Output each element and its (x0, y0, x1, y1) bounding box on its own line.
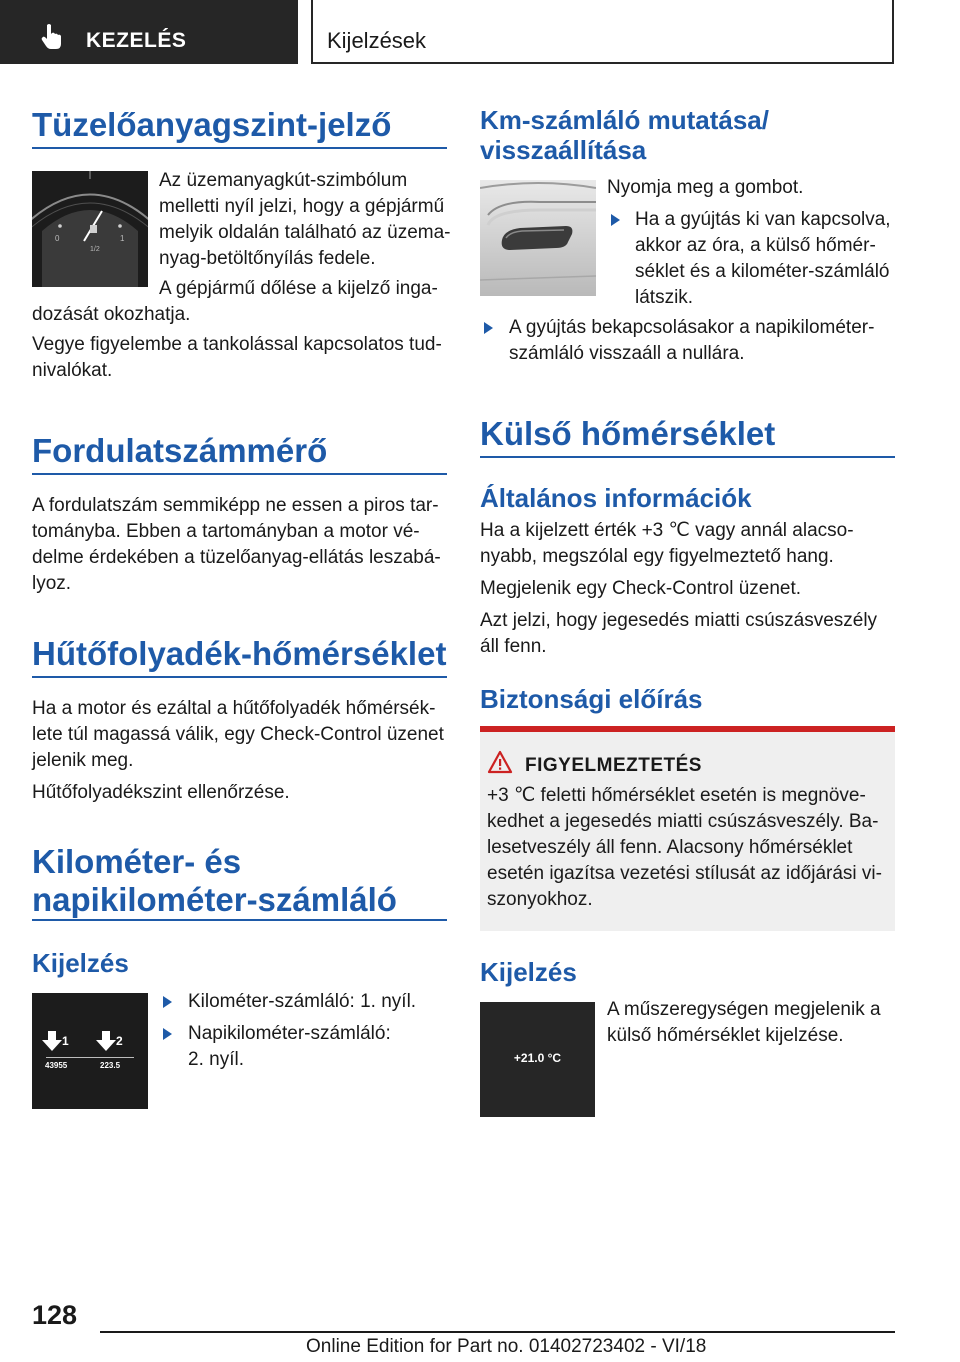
text-line: akkor az óra, a külső hőmér- (635, 235, 876, 256)
temperature-display-image (480, 1002, 595, 1117)
general-info-text-2 (480, 608, 900, 660)
warning-triangle-icon (487, 750, 513, 774)
odometer-value: 43955 (45, 1061, 68, 1070)
rpm-heading: Fordulatszámmérő (32, 432, 328, 469)
text-line: dozását okozhatja. (32, 304, 191, 325)
reset-button-image (480, 180, 596, 296)
text-line: Hűtőfolyadékszint ellenőrzése. (32, 782, 290, 803)
odometer-heading-line2: napikilométer-számláló (32, 881, 397, 918)
text-line: +3 ℃ feletti hőmérséklet esetén is megnöve- (487, 785, 866, 806)
text-line: látszik. (635, 287, 694, 308)
text-line: esetén igazítsa vezetési stílusát az időjárási vi- (487, 863, 882, 884)
hand-pointer-icon (38, 22, 66, 50)
text-line: melletti nyíl jelzi, hogy a gépjármű (159, 196, 445, 217)
bullet-triangle-icon (611, 214, 620, 226)
text-line: nyabb, megszólal egy figyelmeztető hang. (480, 546, 834, 567)
text-line: Azt jelzi, hogy jegesedés miatti csúszásveszély (480, 610, 878, 631)
text-line: Nyomja meg a gombot. (607, 177, 804, 198)
reset-bullet-2 (509, 315, 904, 367)
text-line: Ha a gyújtás ki van kapcsolva, (635, 209, 891, 230)
odometer-display-image (32, 993, 148, 1109)
text-line: A gépjármű dőlése a kijelző inga- (159, 278, 438, 299)
text-line: szonyokhoz. (487, 889, 593, 910)
text-line: Az üzemanyagkút-szimbólum (159, 170, 408, 191)
heading-rule (32, 147, 447, 149)
coolant-heading: Hűtőfolyadék-hőmérséklet (32, 635, 447, 672)
reset-bullet-1 (635, 207, 905, 311)
text-line: A gyújtás bekapcsolásakor a napikilométer- (509, 317, 875, 338)
text-line: tományba. Ebben a tartományban a motor vé- (32, 521, 420, 542)
svg-text:1/2: 1/2 (90, 246, 100, 253)
general-info-text (480, 518, 900, 570)
section-tab (0, 0, 298, 64)
outside-temp-heading: Külső hőmérséklet (480, 415, 776, 452)
edition-text: Online Edition for Part no. 01402723402 - VI/18 (306, 1336, 707, 1357)
warning-text (487, 783, 887, 913)
text-line: Kilométer-számláló: 1. nyíl. (188, 991, 417, 1012)
text-line: kedhet a jegesedés miatti csúszásveszély. Ba- (487, 811, 879, 832)
svg-text:0: 0 (55, 234, 60, 243)
section-title: KEZELÉS (86, 29, 187, 52)
reset-heading-line2: visszaállítása (480, 135, 647, 165)
warning-title: FIGYELMEZTETÉS (525, 755, 702, 776)
text-line: lete túl magassá válik, egy Check-Control üzenet (32, 724, 444, 745)
text-line: számláló visszaáll a nullára. (509, 343, 745, 364)
text-line: nyag-betöltőnyílás fedele. (159, 248, 376, 269)
divider (46, 1057, 134, 1058)
bullet-triangle-icon (163, 996, 172, 1008)
text-line: áll fenn. (480, 636, 547, 657)
text-line: jelenik meg. (32, 750, 134, 771)
text-line: Ha a kijelzett érték +3 ℃ vagy annál alacso- (480, 520, 854, 541)
text-line: A műszeregységen megjelenik a (607, 999, 881, 1020)
fuel-description (159, 168, 454, 272)
trip-value: 223.5 (100, 1061, 121, 1070)
text-line: Vegye figyelembe a tankolással kapcsolatos tud- (32, 334, 442, 355)
heading-rule (32, 919, 447, 921)
text-line: A fordulatszám semmiképp ne essen a piros tar- (32, 495, 439, 516)
fuel-gauge-image (32, 171, 148, 287)
heading-rule (480, 456, 895, 458)
display-text (607, 997, 897, 1049)
text-line: melyik oldalán található az üzema- (159, 222, 451, 243)
rpm-text (32, 493, 452, 597)
svg-text:1: 1 (120, 234, 125, 243)
footer-rule (100, 1331, 895, 1333)
heading-rule (32, 676, 447, 678)
coolant-text (32, 696, 452, 774)
odometer-subheading: Kijelzés (32, 948, 129, 978)
text-line: nivalókat. (32, 360, 113, 381)
text-line: séklet és a kilométer-számláló (635, 261, 890, 282)
text-line: lesetveszély áll fenn. Alacsony hőmérséklet (487, 837, 853, 858)
heading-rule (32, 473, 447, 475)
text-line: Napikilométer-számláló: (188, 1023, 391, 1044)
text-line: delme érdekében a tüzelőanyag-ellátás leszabá- (32, 547, 441, 568)
fuel-heading: Tüzelőanyagszint-jelző (32, 106, 392, 143)
chapter-tab (311, 0, 894, 64)
text-line: Ha a motor és ezáltal a hűtőfolyadék hőmérsék- (32, 698, 436, 719)
arrow-number-2: 2 (116, 1034, 123, 1048)
display-subheading: Kijelzés (480, 957, 577, 987)
temperature-value: +21.0 °C (513, 1051, 562, 1065)
reset-heading-line1: Km-számláló mutatása/ (480, 105, 769, 135)
text-line: lyoz. (32, 573, 72, 594)
text-line: Megjelenik egy Check-Control üzenet. (480, 578, 802, 599)
warning-bar (480, 726, 895, 732)
arrow-number-1: 1 (62, 1034, 69, 1048)
odometer-heading-line1: Kilométer- és (32, 843, 242, 880)
bullet-triangle-icon (163, 1028, 172, 1040)
chapter-title: Kijelzések (327, 28, 427, 53)
bullet-triangle-icon (484, 322, 493, 334)
text-line: 2. nyíl. (188, 1049, 244, 1070)
text-line: külső hőmérséklet kijelzése. (607, 1025, 844, 1046)
page-number: 128 (32, 1300, 78, 1330)
general-info-heading: Általános információk (480, 483, 752, 513)
safety-heading: Biztonsági előírás (480, 684, 703, 714)
